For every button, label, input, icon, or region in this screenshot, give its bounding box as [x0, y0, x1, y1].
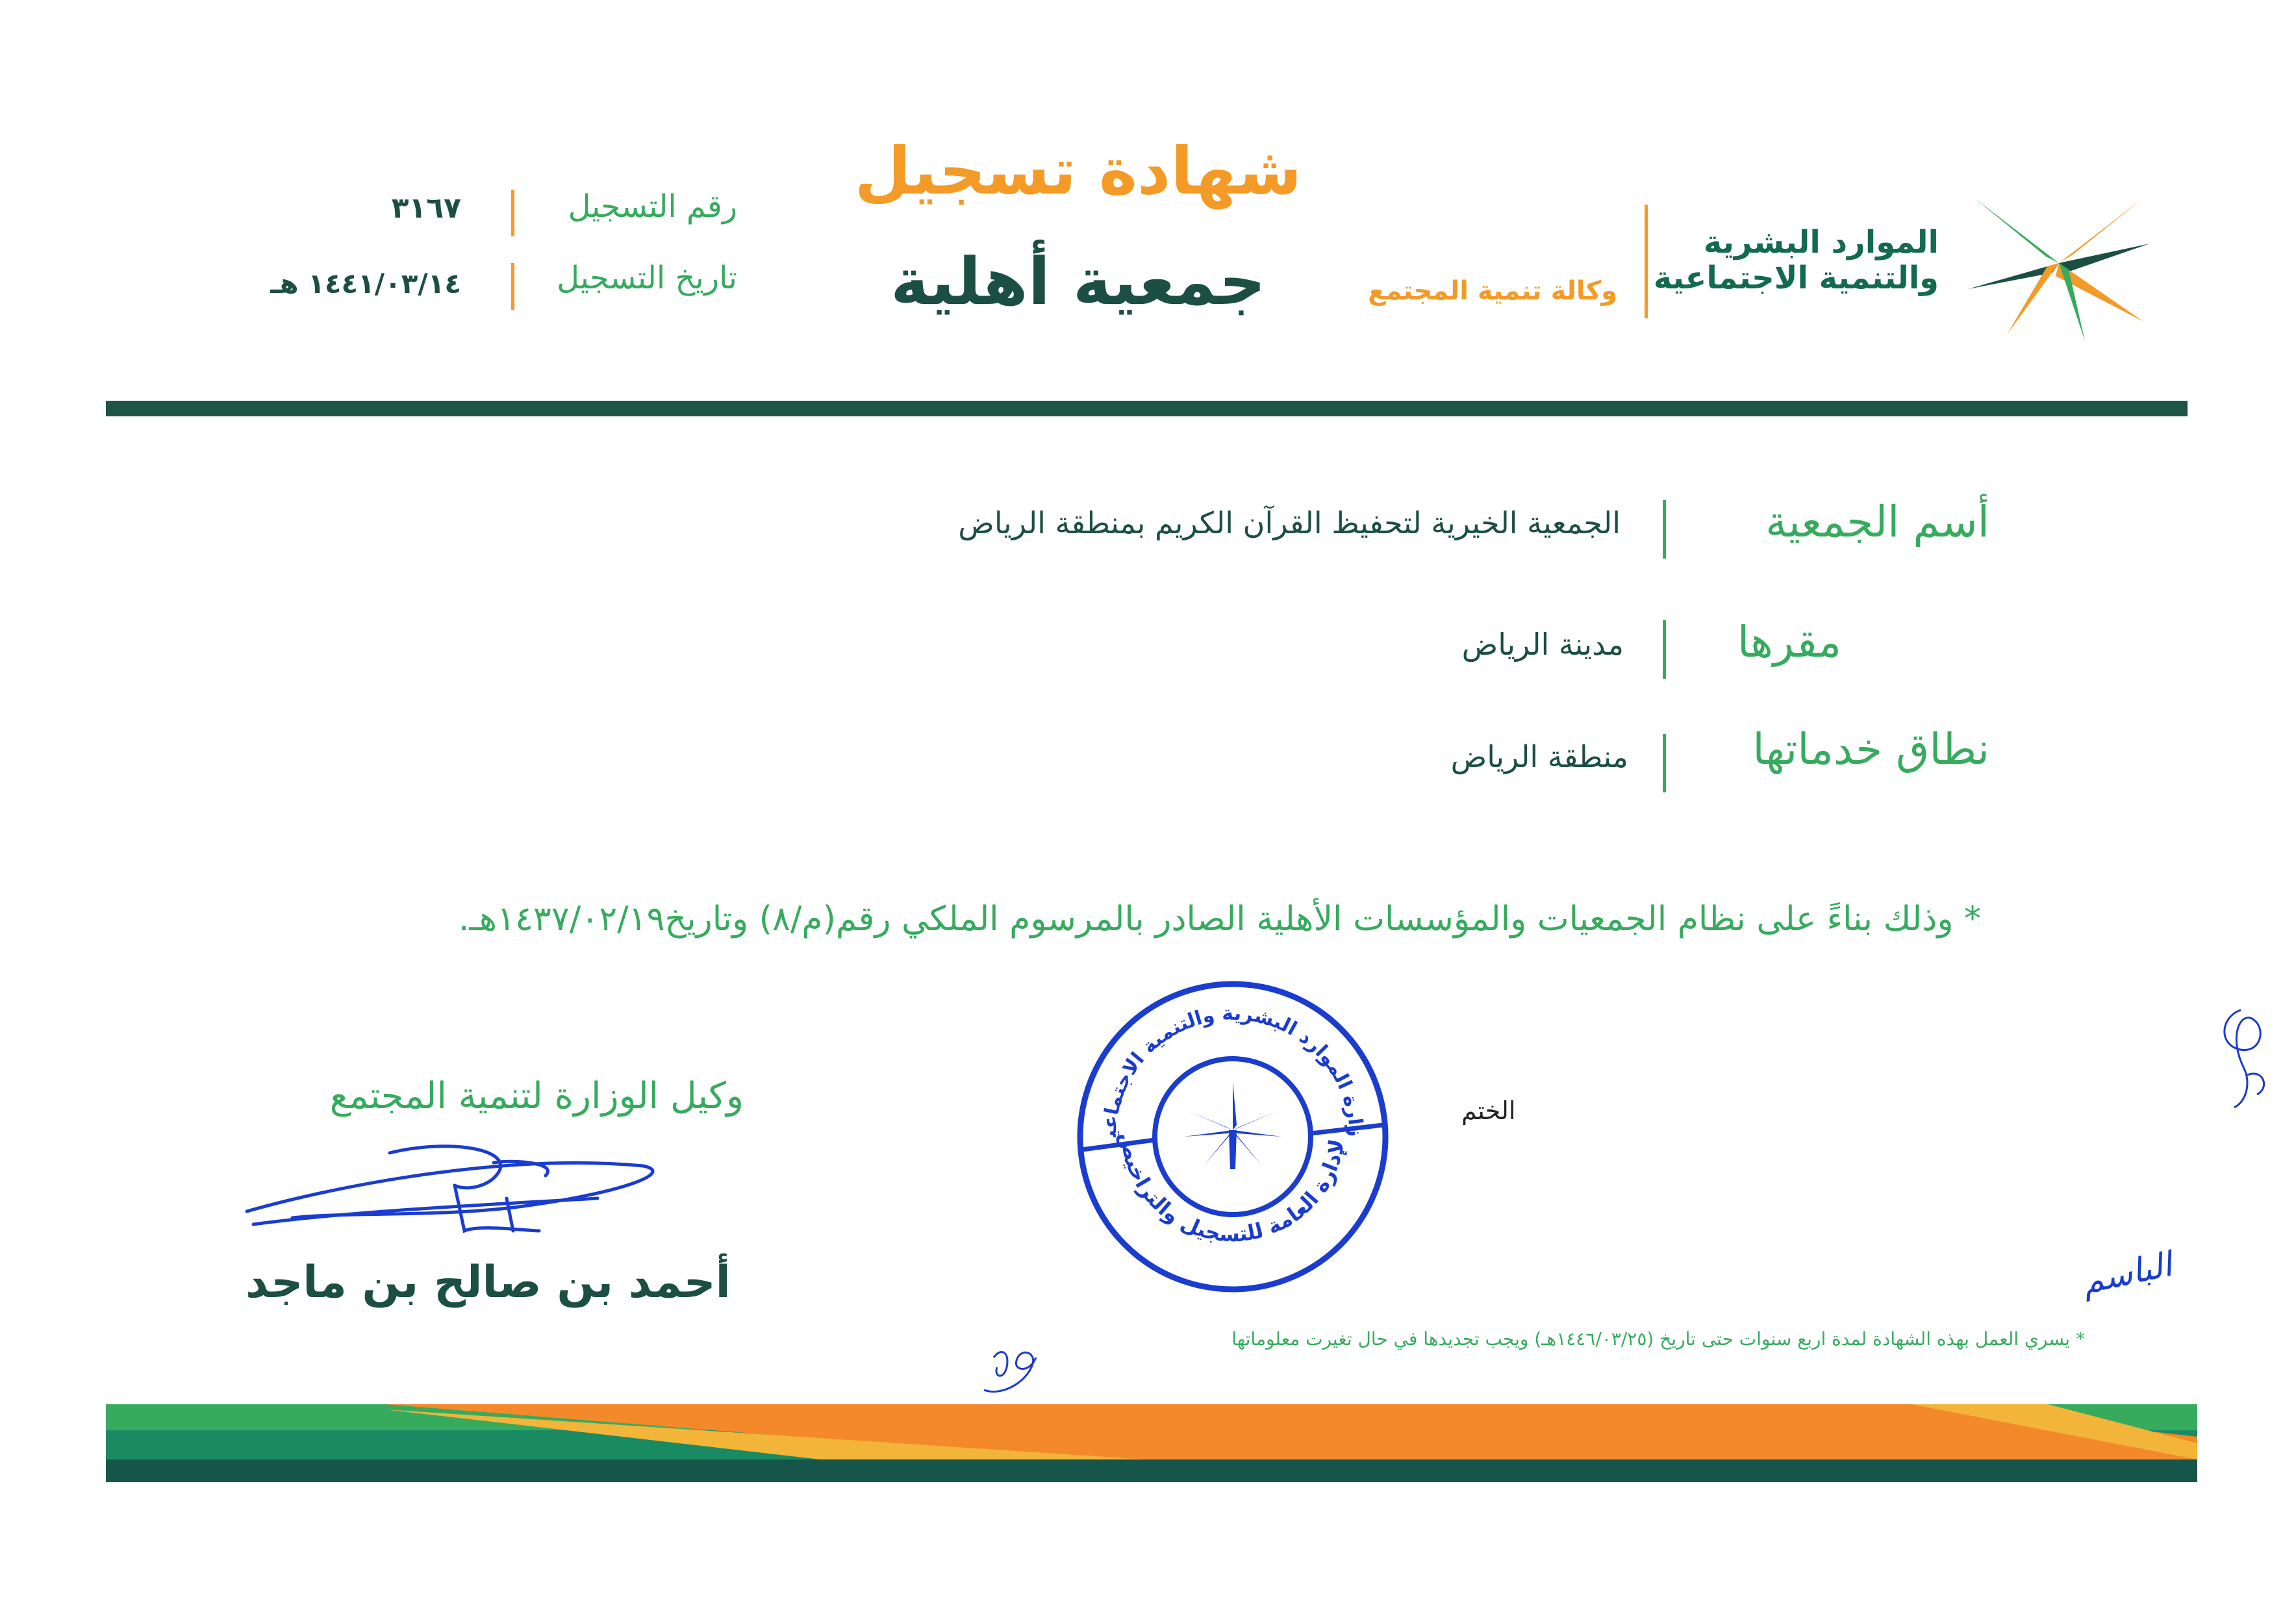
header-rule — [106, 401, 2188, 416]
handwritten-initials: الباسم — [2078, 1244, 2176, 1302]
signatory-name: أحمد بن صالح بن ماجد — [245, 1257, 731, 1308]
agency-name: وكالة تنمية المجتمع — [1368, 276, 1617, 306]
reg-date-divider — [511, 263, 514, 310]
reg-number-divider — [511, 190, 514, 236]
field-value-headquarters: مدينة الرياض — [1461, 627, 1624, 662]
svg-text:وزارة الموارد البشرية والتنمية — [1070, 974, 1367, 1138]
registration-date: ١٤٤١/٠٣/١٤ هـ — [270, 268, 461, 299]
field-label-association-name: أسم الجمعية — [1765, 497, 1989, 547]
field-label-service-scope: نطاق خدماتها — [1752, 724, 1989, 774]
registration-number-label: رقم التسجيل — [568, 188, 737, 225]
signature — [234, 1133, 662, 1250]
certificate-subtitle: جمعية أهلية — [890, 244, 1266, 320]
handwritten-mark-right — [2208, 997, 2280, 1114]
validity-footnote: * يسري العمل بهذه الشهادة لمدة اربع سنوات حتى تاريخ (١٤٤٦/٠٣/٢٥هـ) ويجب تجديدها في حال تغيرت معلوماتها — [1231, 1328, 2085, 1350]
header-divider-1 — [1645, 205, 1648, 318]
signatory-title: وكيل الوزارة لتنمية المجتمع — [329, 1075, 744, 1117]
field-value-service-scope: منطقة الرياض — [1450, 739, 1628, 774]
ministry-name-line1: الموارد البشرية — [1703, 224, 1939, 260]
footer-band — [106, 1404, 2197, 1482]
certificate-title: شهادة تسجيل — [854, 133, 1302, 209]
field-divider-1 — [1663, 500, 1666, 559]
field-divider-3 — [1663, 734, 1666, 792]
ministry-logo — [1955, 182, 2163, 344]
registration-number: ٣١٦٧ — [391, 192, 461, 225]
ministry-logo-icon — [1955, 182, 2163, 344]
registration-date-label: تاريخ التسجيل — [557, 260, 737, 296]
field-value-association-name: الجمعية الخيرية لتحفيظ القرآن الكريم بمنطقة الرياض — [958, 505, 1621, 540]
field-label-headquarters: مقرها — [1737, 617, 1841, 667]
ministry-name-line2: والتنمية الاجتماعية — [1653, 260, 1939, 296]
stamp-ring-bottom: الإدارة العامة للتسجيل والتراخيص — [1115, 1130, 1350, 1247]
legal-basis-note: * وذلك بناءً على نظام الجمعيات والمؤسسات الأهلية الصادر بالمرسوم الملكي رقم(م/٨) وتاريخ١٤٣٧/٠٢/١٩هـ. — [458, 900, 1981, 939]
field-divider-2 — [1663, 620, 1666, 679]
stamp-ring-top: زارة الموارد البشرية والتنمية الاجتماعية — [1098, 1002, 1368, 1138]
stamp-label: الختم — [1461, 1096, 1516, 1125]
official-stamp — [1070, 974, 1395, 1299]
